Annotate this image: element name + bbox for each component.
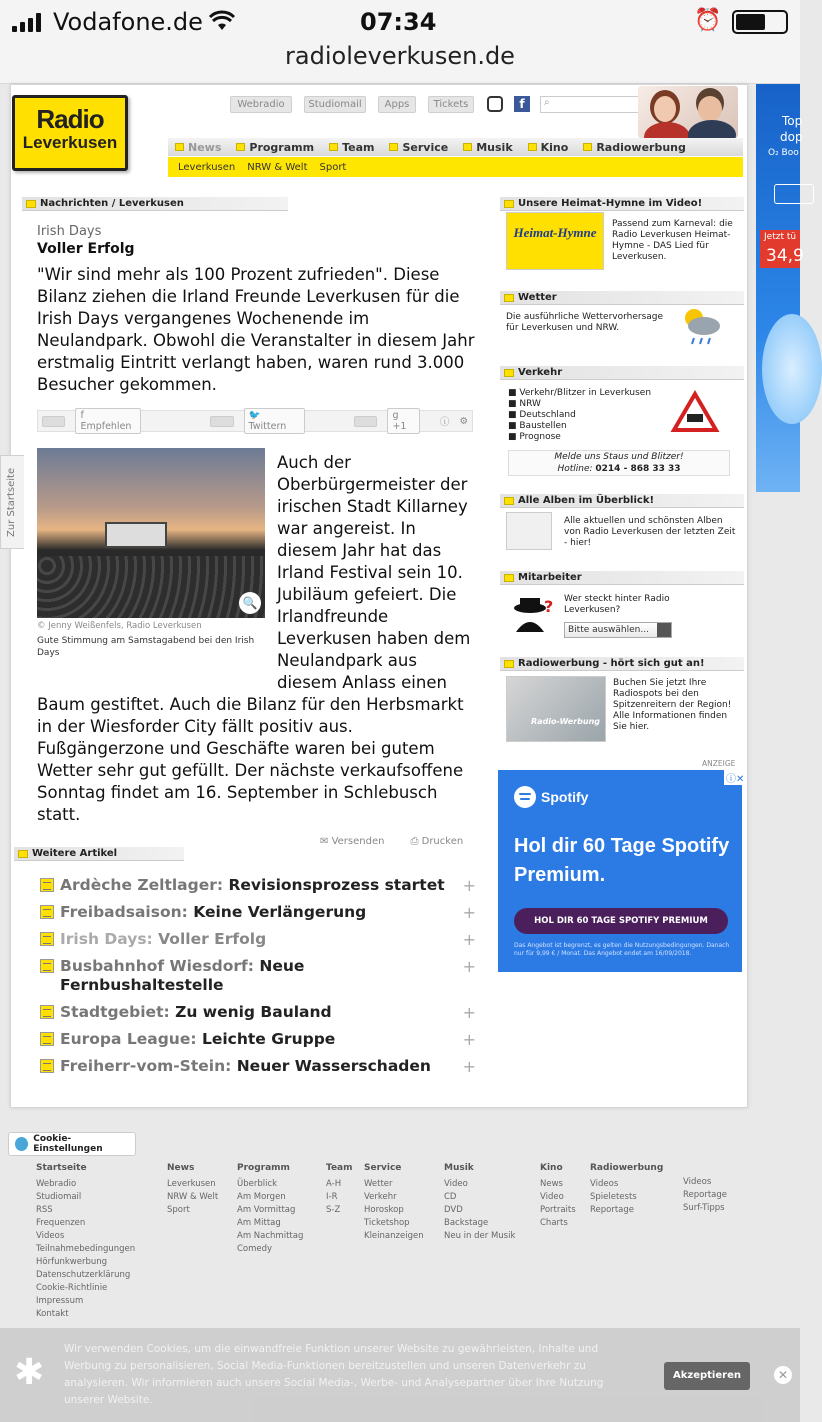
list-item[interactable] [40,1057,480,1076]
item-title: Revisionsprozess startet [228,876,445,894]
gplus-share-button[interactable] [387,408,420,434]
verkehr-link-label: Prognose [519,432,561,442]
footer-link[interactable]: Surf-Tipps [683,1203,725,1213]
alben-text[interactable]: Alle aktuellen und schönsten Alben von Radio Leverkusen der letzten Zeit - hier! [564,516,736,548]
footer-link[interactable]: Teilnahmebedingungen [36,1244,136,1254]
verkehr-link[interactable]: ■ Baustellen [508,421,567,431]
footer-link[interactable]: Sport [167,1205,190,1215]
svg-text:?: ? [544,597,554,616]
footer-link[interactable]: Wetter [364,1179,393,1189]
facebook-share-label: Empfehlen [80,421,132,432]
right-ad-price-tag [760,230,804,268]
facebook-share-button[interactable] [75,408,141,434]
send-label: Versenden [331,836,385,847]
footer-link[interactable]: Leverkusen [167,1179,216,1189]
twitter-share-button[interactable] [244,408,305,434]
footer-link[interactable]: Videos [590,1179,619,1189]
close-icon[interactable]: ✕ [774,1366,792,1384]
subnav-sport[interactable]: Sport [319,161,347,173]
zoom-icon[interactable]: 🔍 [239,592,261,614]
twitter-share-label: Twittern [248,421,287,432]
wetter-text[interactable]: Die ausführliche Wettervorhersage für Leverkusen und NRW. [506,312,664,333]
plus-icon[interactable]: + [462,1003,476,1022]
footer-heading[interactable]: Service [364,1163,402,1173]
document-icon [40,905,54,919]
mitarbeiter-text: Wer steckt hinter Radio Leverkusen? [564,594,670,615]
footer-column-programm [237,1162,303,1256]
right-ad-text: dop [780,130,803,144]
footer-link[interactable]: A-H [326,1179,342,1189]
footer-link[interactable]: Am Nachmittag [237,1231,304,1241]
item-title: Neue Fernbushaltestelle [60,957,305,994]
clock: 07:34 [360,8,437,36]
footer-heading[interactable]: Programm [237,1163,290,1173]
footer-link[interactable]: Videos [36,1231,65,1241]
facebook-icon: f [80,410,84,421]
werbung-heading: Radiowerbung - hört sich gut an! [500,657,744,671]
facebook-icon[interactable]: f [514,96,530,112]
article-paragraph: Auch der Oberbürgermeister der irischen Stadt Killarney war angereist. In diesem Jahr hat das Irland Festival sein 10. Jubiläum gefeiert. Die Irlandfreunde Leverkusen haben dem Neulandpark aus diesem Anlass einen [277,453,471,692]
list-item[interactable] [40,903,480,922]
footer-link[interactable]: S-Z [326,1205,341,1215]
asterisk-icon: ✱ [14,1352,45,1393]
footer-link[interactable]: Charts [540,1218,568,1228]
hymne-image[interactable] [506,212,604,270]
topnav-webradio[interactable]: Webradio [230,96,292,113]
verkehr-list [508,388,668,443]
wifi-icon [209,12,235,32]
article-headline: Voller Erfolg [37,241,135,257]
sub-nav [168,157,743,177]
list-item[interactable] [40,1030,480,1049]
nav-news[interactable]: News [168,141,229,154]
gplus-toggle[interactable] [354,416,377,427]
gplus-icon: g [392,410,399,421]
gear-icon[interactable]: ⚙ [459,415,468,427]
article-paragraph: "Wir sind mehr als 100 Prozent zufrieden". Diese Bilanz ziehen die Irland Freunde Leverkusen für die Irish Days vergangenes Wochenende im Neulandpark. Obwohl die Veranstalter in diesem Jahr erstmalig Eintritt verlangt haben, waren rund 3.000 Besucher gekommen. [37,265,475,394]
item-title: Keine Verlängerung [193,903,367,921]
right-ad-text: Top [782,114,803,128]
footer-link[interactable]: Portraits [540,1205,576,1215]
item-topic: Europa League: [60,1030,202,1048]
footer-column-extra [683,1162,727,1215]
verkehr-heading: Verkehr [500,366,744,380]
search-input[interactable]: ⌕ [540,96,640,113]
topnav-studiomail[interactable]: Studiomail [304,96,366,113]
footer-link[interactable]: Video [444,1179,468,1189]
twitter-icon: 🐦 [248,410,261,421]
footer-link[interactable]: Horoskop [364,1205,404,1215]
info-icon[interactable]: ⓘ [439,417,450,428]
footer-link[interactable]: Neu in der Musik [444,1231,516,1241]
crowd-graphic [37,556,265,618]
breadcrumb: Nachrichten / Leverkusen [22,197,288,211]
verkehr-link-label: NRW [519,399,541,409]
spotify-brand: Spotify [541,789,589,805]
article-paragraph: Baum gestiftet. Auch die Bilanz für den Herbsmarkt in der Wiesforder City fällt positiv aus. Fußgängerzone und Geschäfte waren bei gutem Wetter sehr gut gefüllt. Der nächste verkaufsoffene Sonntag findet am 16. September in Schlebusch statt. [37,695,464,824]
carrier [12,8,235,36]
right-edge-ad[interactable] [756,84,804,492]
list-item[interactable] [40,1003,480,1022]
footer-column-team [326,1162,353,1217]
item-title: Voller Erfolg [158,930,267,948]
footer-link[interactable]: Datenschutzerklärung [36,1270,131,1280]
item-topic: Busbahnhof Wiesdorf: [60,957,260,975]
verkehr-link[interactable]: ■ Verkehr/Blitzer in Leverkusen [508,388,652,398]
instagram-icon[interactable] [487,96,503,112]
item-title: Leichte Gruppe [201,1030,336,1048]
spotify-icon [514,786,536,808]
document-icon [40,1032,54,1046]
accept-cookies-button[interactable]: Akzeptieren [664,1362,750,1390]
footer-column-service [364,1162,424,1243]
werbung-text[interactable]: Buchen Sie jetzt Ihre Radiospots bei den Spitzenreitern der Region! Alle Informationen finden Sie hier. [613,678,732,732]
item-topic: Freiherr-vom-Stein: [60,1057,237,1075]
item-topic: Ardèche Zeltlager: [60,876,229,894]
footer-heading[interactable]: Team [326,1163,353,1173]
footer-column-radiowerbung [590,1162,663,1217]
cookie-settings-label: Cookie-Einstellungen [33,1134,103,1154]
alarm-icon: ⏰ [694,8,722,33]
footer-link[interactable]: I-R [326,1192,338,1202]
footer-link[interactable]: CD [444,1192,457,1202]
footer-link[interactable]: Comedy [237,1244,273,1254]
albums-image[interactable] [506,512,552,550]
footer-link[interactable]: Am Morgen [237,1192,286,1202]
send-link[interactable] [320,836,384,847]
footer-link[interactable]: Spieletests [590,1192,637,1202]
plus-icon[interactable]: + [462,1030,476,1049]
nav-team[interactable]: Team [322,141,382,154]
radiowerbung-image-text: Radio-Werbung [531,717,601,726]
footer-link[interactable]: News [540,1179,563,1189]
nav-kino[interactable]: Kino [521,141,577,154]
footer-column-startseite [36,1162,135,1321]
right-ad-text: O₂ Boo [768,148,799,158]
verkehr-link[interactable]: ■ Prognose [508,432,561,442]
photo-credit: © Jenny Weißenfels, Radio Leverkusen [37,621,202,631]
main-nav [168,138,743,156]
footer-link[interactable]: Kontakt [36,1309,69,1319]
footer-link[interactable]: DVD [444,1205,463,1215]
footer-link[interactable]: Hörfunkwerbung [36,1257,108,1267]
item-title: Zu wenig Bauland [175,1003,332,1021]
print-label: Drucken [421,836,464,847]
footer-link[interactable]: NRW & Welt [167,1192,219,1202]
cookie-settings-button[interactable] [8,1132,136,1156]
footer-link[interactable]: Verkehr [364,1192,397,1202]
hotline-label: Hotline: [557,464,593,474]
footer-link[interactable]: Videos [683,1177,712,1187]
footer-heading[interactable]: Musik [444,1163,474,1173]
mitarbeiter-select[interactable]: Bitte auswählen... [564,622,672,638]
plus-icon[interactable]: + [462,957,476,976]
url-bar[interactable]: radioleverkusen.de [285,42,515,70]
facebook-toggle[interactable] [42,416,65,427]
plus-icon[interactable]: + [462,876,476,895]
item-topic: Irish Days: [60,930,159,948]
footer-link[interactable]: Reportage [683,1190,728,1200]
article-utilities [320,836,463,847]
print-icon: ⎙ [410,836,422,847]
footer-heading[interactable]: Startseite [36,1163,87,1173]
nav-service[interactable]: Service [382,141,456,154]
list-item[interactable] [40,930,480,949]
spy-icon [510,594,554,632]
footer-link[interactable]: Ticketshop [364,1218,410,1228]
radio-leverkusen-logo[interactable] [12,95,128,171]
hymne-image-text: Heimat-Hymne [513,225,597,240]
item-topic: Freibadsaison: [60,903,194,921]
footer-heading[interactable]: Radiowerbung [590,1163,664,1173]
print-link[interactable] [410,836,463,847]
logo-line-1: Radio [36,104,104,134]
verkehr-link-label: Baustellen [519,421,567,431]
footer-heading [683,1162,727,1173]
wetter-heading: Wetter [500,291,744,305]
document-icon [40,1005,54,1019]
item-topic: Stadtgebiet: [60,1003,176,1021]
traffic-warning-icon [672,392,718,432]
footer-link[interactable]: Backstage [444,1218,489,1228]
document-icon [40,959,54,973]
right-ad-price: 34,9 [766,246,804,266]
right-ad-button[interactable] [774,184,814,204]
footer-link[interactable]: Reportage [590,1205,635,1215]
document-icon [40,932,54,946]
list-item[interactable] [40,957,480,995]
battery-icon [732,10,788,34]
article-photo[interactable] [37,448,265,618]
cookie-consent-text: Wir verwenden Cookies, um die einwandfreie Funktion unserer Website zu gewährleisten, Inhalte und Werbung zu personalisieren, Social Media-Funktionen bereitzustellen und unseren Datenverkehr zu analysieren. Wir informieren auch unsere Social Media-, Werbe- und Analysepartner über Ihre Nutzung unserer Website. [64,1343,604,1406]
plus-icon[interactable]: + [462,903,476,922]
hymne-text[interactable]: Passend zum Karneval: die Radio Leverkusen Heimat-Hymne - DAS Lied für Leverkusen. [612,219,733,262]
verkehr-link[interactable]: ■ Deutschland [508,410,576,420]
verkehr-link[interactable]: ■ NRW [508,399,541,409]
topnav-apps[interactable]: Apps [378,96,416,113]
spotify-logo [514,786,588,808]
radiowerbung-image[interactable] [506,676,606,742]
hymne-heading: Unsere Heimat-Hymne im Video! [500,197,744,211]
subnav-nrw-welt[interactable]: NRW & Welt [247,161,308,173]
gear-icon [15,1137,28,1151]
article-kicker: Irish Days [37,224,102,239]
weather-icon [676,304,726,346]
twitter-toggle[interactable] [210,416,233,427]
footer-link[interactable]: Am Mittag [237,1218,281,1228]
carrier-name: Vodafone.de [53,8,203,36]
nav-radiowerbung[interactable]: Radiowerbung [576,141,694,154]
ad-headline: Hol dir 60 Tage Spotify Premium. [514,835,730,886]
topnav-tickets[interactable]: Tickets [428,96,474,113]
footer-link[interactable]: Kleinanzeigen [364,1231,424,1241]
subnav-leverkusen[interactable]: Leverkusen [178,161,236,173]
share-bar [37,410,473,432]
ad-label: ANZEIGE [702,759,736,768]
hotline-box [508,450,730,476]
stage-graphic [105,522,167,548]
ad-fineprint: Das Angebot ist begrenzt, es gelten die Nutzungsbedingungen. Danach nur für 9,99 € / Monat. Das Angebot endet am 16/09/2018. [514,942,730,957]
footer-link[interactable]: Studiomail [36,1192,82,1202]
footer-link[interactable]: Überblick [237,1179,278,1189]
footer-link[interactable]: Video [540,1192,564,1202]
more-articles-heading: Weitere Artikel [14,847,184,861]
hotline-text: Melde uns Staus und Blitzer! [554,452,684,462]
verkehr-link-label: Verkehr/Blitzer in Leverkusen [519,388,652,398]
nav-programm[interactable]: Programm [229,141,322,154]
footer-heading[interactable]: Kino [540,1163,563,1173]
nav-musik[interactable]: Musik [456,141,520,154]
logo-line-2: Leverkusen [22,133,118,152]
document-icon [40,1059,54,1073]
more-articles-list [40,876,480,1084]
footer-link[interactable]: Frequenzen [36,1218,86,1228]
hotline-number[interactable]: 0214 - 868 33 33 [595,464,681,474]
footer-link[interactable]: Am Vormittag [237,1205,296,1215]
footer-column-news [167,1162,218,1217]
ad-cta-button[interactable]: HOL DIR 60 TAGE SPOTIFY PREMIUM [514,908,728,934]
signal-icon [12,12,41,32]
photo-caption: Gute Stimmung am Samstagabend bei den Irish Days [37,636,255,658]
gplus-share-label: +1 [392,421,407,432]
moderators-photo [638,86,738,138]
verkehr-link-label: Deutschland [519,410,576,420]
adchoices-icon[interactable]: ⓘ✕ [724,770,746,785]
alben-heading: Alle Alben im Überblick! [500,494,744,508]
footer-heading[interactable]: News [167,1163,195,1173]
home-side-tab[interactable]: Zur Startseite [0,455,24,549]
footer-link[interactable]: Webradio [36,1179,77,1189]
footer-column-musik [444,1162,515,1243]
footer-link[interactable]: RSS [36,1205,53,1215]
item-title: Neuer Wasserschaden [236,1057,431,1075]
footer-link[interactable]: Impressum [36,1296,84,1306]
list-item[interactable] [40,876,480,895]
right-ad-graphic [762,314,822,424]
document-icon [40,878,54,892]
mitarbeiter-heading: Mitarbeiter [500,571,744,585]
mail-icon: ✉ [320,836,332,847]
footer-link[interactable]: Cookie-Richtlinie [36,1283,108,1293]
footer-column-kino [540,1162,576,1230]
right-ad-text: Jetzt tü [764,232,797,242]
plus-icon[interactable]: + [462,930,476,949]
plus-icon[interactable]: + [462,1057,476,1076]
